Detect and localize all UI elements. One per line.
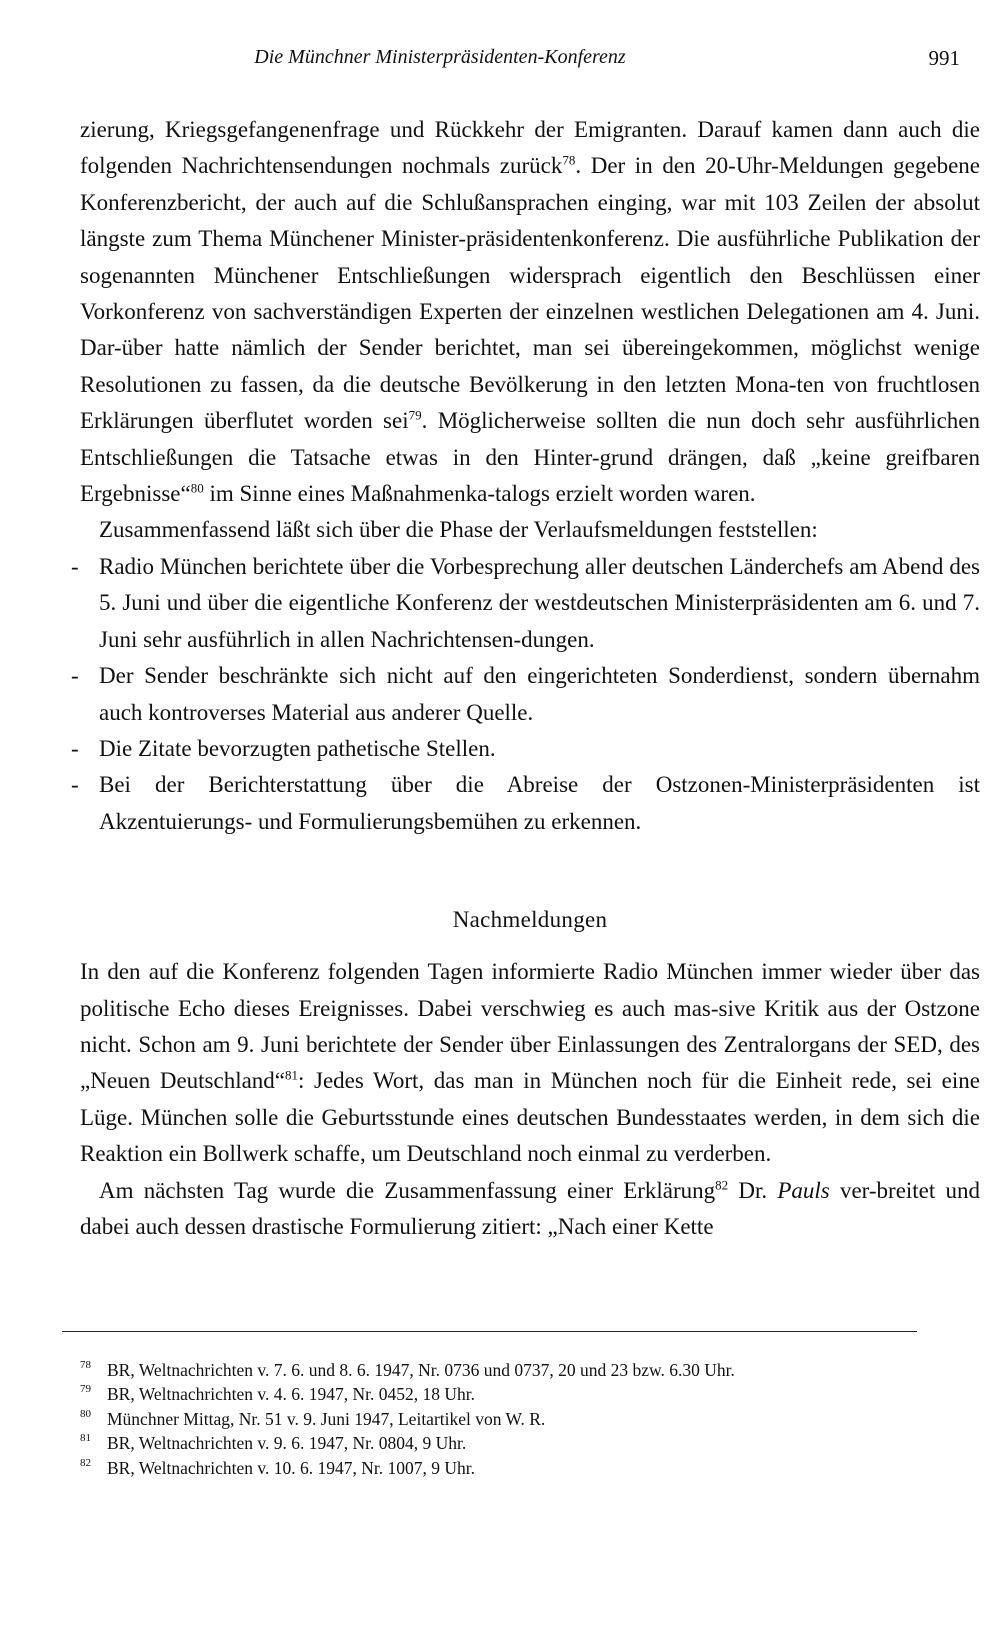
footnote-number: 80 (80, 1407, 91, 1420)
list-dash: - (71, 553, 79, 579)
list-dash: - (71, 735, 79, 761)
paragraph: zierung, Kriegsgefangenenfrage und Rückkehr der Emigranten. Darauf kamen dann auch die folgenden Nachrichtensendungen nochmals zurück$^{78}$. Der in den 20-Uhr-Meldungen gegebene Konferenzbericht, der auch auf die Schlußansprachen einging, war mit 103 Zeilen der absolut längste zum Thema Münchener Minister-präsidentenkonferenz. Die ausführliche Publikation der sogenannten Münchener Entschließungen widersprach eigentlich den Beschlüssen einer Vorkonferenz von sachverständigen Experten der einzelnen westlichen Delegationen am 4. Juni. Dar-über hatte nämlich der Sender berichtet, man sei übereingekommen, möglichst wenige Resolutionen zu fassen, da die deutsche Bevölkerung in den letzten Mona-ten von fruchtlosen Erklärungen überflutet worden sei$^{79}$. Möglicherweise sollten die nun doch sehr ausführlichen Entschließungen die Tatsache etwas in den Hinter-grund drängen, daß „keine greifbaren Ergebnisse“$^{80}$ im Sinne eines Maßnahmenka-talogs erzielt worden waren. (80, 117, 980, 507)
list-dash: - (71, 663, 79, 689)
main-text (71, 112, 980, 1245)
section-heading: Nachmeldungen (452, 907, 608, 933)
paragraph: Am nächsten Tag wurde die Zusammenfassung einer Erklärung$^{82}$ Dr. Pauls ver-breitet und dabei auch dessen drastische Formulierung zitiert: „Nach einer Kette (80, 1176, 980, 1239)
footnote-ref: 78 (562, 152, 576, 168)
paragraph: In den auf die Konferenz folgenden Tagen informierte Radio München immer wieder über das politische Echo dieses Ereignisses. Dabei verschwieg es auch mas-sive Kritik aus der Ostzone nicht. Schon am 9. Juni berichtete der Sender über Einlassungen des Zentralorgans der SED, des „Neuen Deutschland“$^{81}$: Jedes Wort, das man in München noch für die Einheit rede, sei eine Lüge. München solle die Geburtsstunde eines deutschen Bundesstaates werden, in dem sich die Reaktion ein Bollwerk schaffe, um Deutschland noch einmal zu verderben. (80, 959, 980, 1167)
footnote-number: 79 (80, 1383, 91, 1396)
footnote: 79 BR, Weltnachrichten v. 4. 6. 1947, Nr. 0452, 18 Uhr. (80, 1382, 980, 1406)
list-dash: - (71, 772, 79, 798)
footnote-number: 78 (80, 1359, 91, 1371)
footnote: 78 BR, Weltnachrichten v. 7. 6. und 8. 6. 1947, Nr. 0736 und 0737, 20 und 23 bzw. 6.30 Uhr. (80, 1358, 980, 1382)
list-item: - Die Zitate bevorzugten pathetische Stellen. (80, 731, 980, 767)
footnote: 80 Münchner Mittag, Nr. 51 v. 9. Juni 1947, Leitartikel von W. R. (80, 1407, 980, 1431)
page-header (0, 46, 1000, 76)
footnote-number: 82 (80, 1456, 91, 1469)
footnote: 81 BR, Weltnachrichten v. 9. 6. 1947, Nr. 0804, 9 Uhr. (80, 1431, 980, 1455)
list-item: - Bei der Berichterstattung über die Abreise der Ostzonen-Ministerpräsidenten ist Akzentuierungs- und Formulierungsbemühen zu erkennen. (80, 767, 980, 840)
running-title: Die Münchner Ministerpräsidenten-Konferenz (254, 46, 626, 68)
summary-list (71, 549, 980, 840)
paragraph: Zusammenfassend läßt sich über die Phase der Verlaufsmeldungen feststellen: (99, 517, 818, 543)
footnote-ref: 82 (715, 1176, 729, 1192)
list-item: - Radio München berichtete über die Vorbesprechung aller deutschen Länderchefs am Abend des 5. Juni und über die eigentliche Konferenz der westdeutschen Ministerpräsidenten am 6. und 7. Juni sehr ausführlich in allen Nachrichtensen-dungen. (80, 549, 980, 658)
footnote: 82 BR, Weltnachrichten v. 10. 6. 1947, Nr. 1007, 9 Uhr. (80, 1456, 980, 1480)
footnote-ref: 80 (190, 480, 204, 496)
person-name: Pauls (777, 1177, 830, 1203)
page-number: 991 (928, 46, 960, 70)
footnote-ref: 79 (408, 407, 422, 423)
footnote-number: 81 (80, 1432, 91, 1445)
list-item: - Der Sender beschränkte sich nicht auf den eingerichteten Sonderdienst, sondern übernahm auch kontroverses Material aus anderer Quelle. (80, 658, 980, 731)
footnote-ref: 81 (285, 1067, 299, 1083)
footnotes (80, 1358, 980, 1480)
footnote-rule (62, 1331, 917, 1332)
